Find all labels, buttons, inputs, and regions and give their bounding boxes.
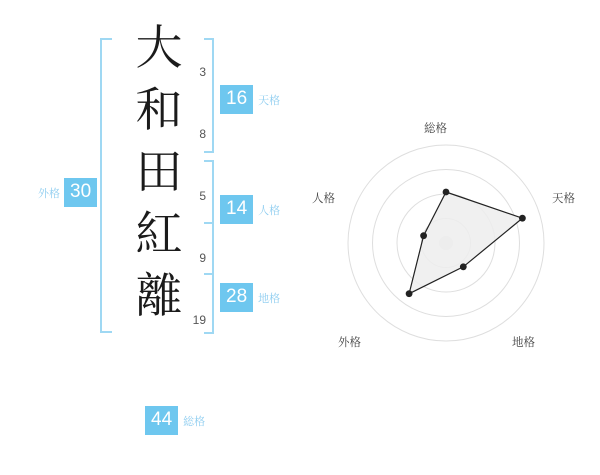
kanji-glyph-5: 離	[135, 269, 183, 324]
stroke-count-1: 3	[199, 65, 206, 79]
chikaku-value: 28	[220, 283, 253, 312]
kanji-glyph-2: 和	[135, 83, 183, 138]
soukaku-value-group	[145, 406, 205, 435]
jinkaku-value: 14	[220, 195, 253, 224]
kanji-char-3	[132, 142, 206, 204]
radar-chart-panel	[300, 0, 600, 470]
jinkaku-value-group	[220, 195, 280, 224]
gaikaku-tag: 外格	[38, 187, 60, 200]
kanji-char-1	[132, 18, 206, 80]
axis-label-tenkaku: 天格	[552, 193, 575, 205]
stroke-count-2: 8	[199, 127, 206, 141]
chikaku-tag: 地格	[258, 292, 281, 305]
radar-chart-svg	[300, 0, 600, 470]
tenkaku-tag: 天格	[258, 94, 281, 107]
radar-series	[406, 189, 526, 298]
gaikaku-value-group	[38, 178, 97, 207]
gaikaku-value: 30	[64, 178, 97, 207]
tenkaku-value: 16	[220, 85, 253, 114]
kanji-char-5	[132, 266, 206, 328]
axis-label-jinkaku: 人格	[312, 193, 335, 205]
soukaku-value: 44	[145, 406, 178, 435]
tenkaku-value-group	[220, 85, 280, 114]
chikaku-value-group	[220, 283, 280, 312]
soukaku-tag: 総格	[183, 415, 206, 428]
chikaku-bracket	[204, 222, 214, 334]
axis-label-chikaku: 地格	[512, 337, 535, 349]
kanji-char-4	[132, 204, 206, 266]
kanji-char-2	[132, 80, 206, 142]
name-kakusu-panel	[0, 0, 300, 470]
jinkaku-tag: 人格	[258, 204, 281, 217]
stroke-count-5: 19	[192, 313, 206, 327]
kanji-column	[128, 18, 206, 328]
axis-label-soukaku: 総格	[424, 123, 447, 135]
stroke-count-4: 9	[199, 251, 206, 265]
kanji-glyph-3: 田	[135, 145, 183, 200]
outer-bracket	[100, 38, 112, 333]
stroke-count-3: 5	[199, 189, 206, 203]
tenkaku-bracket	[204, 38, 214, 153]
kanji-glyph-4: 紅	[135, 207, 183, 262]
kanji-glyph-1: 大	[135, 21, 183, 76]
axis-label-gaikaku: 外格	[338, 337, 361, 349]
